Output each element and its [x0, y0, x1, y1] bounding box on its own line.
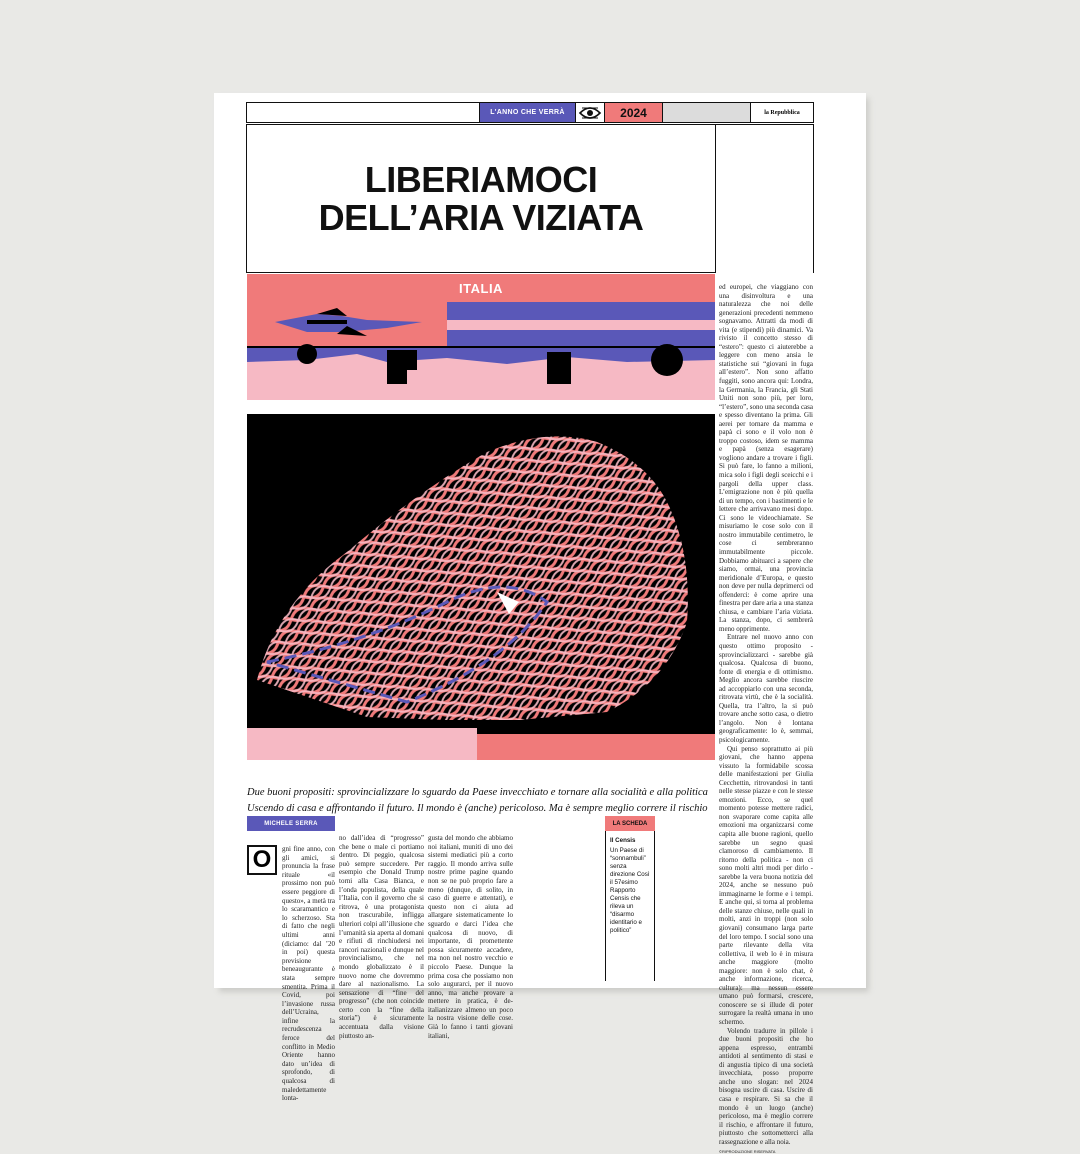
scheda-body: Un Paese di “sonnambuli” senza direzione Così il 57esimo Rapporto Censis che rileva un “disarmo identitario e politico” — [610, 847, 650, 934]
column-2: no dall’idea di “progresso” che bene o male ci portiamo dentro. Di peggio, qualcosa può sempre succedere. Per esempio che Donald Trump torni alla Casa Bianca, e l’onda populista, della quale l’Italia, con il governo che si ritrova, è una protagonista non trascurabile, infligga ulteriori colpi all’illusione che l’umanità sia aperta al domani e rifiuti di rinchiudersi nei rancori nazionali e dunque nel provincialismo, che nel mondo globalizzato è il nuovo nome che dovremmo dare al nazionalismo. La sensazione di “fine del progresso” (che non coincide certo con la “fine della storia”) è sicuramente accentuata dalla visione piuttosto an- — [339, 834, 424, 1040]
header-gray-block — [663, 103, 751, 122]
author-byline: MICHELE SERRA — [247, 816, 335, 831]
drop-cap: O — [247, 845, 277, 875]
scheda-header: LA SCHEDA — [605, 816, 655, 831]
right-column-p4: Volendo tradurre in pillole i due buoni propositi che ho appena espresso, entrambi antidoti al sentimento di stasi e di angustia tipico di una società invecchiata, posso proporre anche uno slogan: nel 2024 bisogna uscire di casa. Uscire di casa e respirare. Si sa che il mondo è un luogo (anche) pericoloso, ma è meglio correre il rischio, e affrontare il futuro, piuttosto che sottometterci alla rassegnazione e alla noia. — [719, 1026, 813, 1146]
headline-line-1: LIBERIAMOCI — [364, 158, 598, 200]
illustration-svg — [247, 302, 715, 760]
headline-box — [246, 124, 716, 273]
column-1-text: gni fine anno, con gli amici, si pronuncia la frase rituale «il prossimo non può essere peggiore di questo», a metà tra lo scaramantico e lo scherzoso. Sta di fatto che negli ultimi anni (diciamo: dal ’20 in poi) questa previsione beneaugurante è stata sempre smentita. Prima il Covid, poi l’invasione russa dell’Ucraina, infine la recrudescenza feroce del conflitto in Medio Oriente hanno dato un’idea di sprofondo, di qualcosa di maledettamente lonta- — [282, 845, 335, 1103]
copyright-note: ©RIPRODUZIONE RISERVATA — [719, 1149, 776, 1154]
column-3b — [517, 834, 602, 980]
right-column — [719, 283, 813, 1154]
scheda-title: Il Censis — [610, 837, 636, 844]
illustration — [247, 302, 715, 760]
section-label: ITALIA — [247, 274, 715, 302]
newspaper-brand: la Repubblica — [764, 109, 800, 116]
headline-line-2: DELL’ARIA VIZIATA — [318, 196, 644, 238]
scheda-box — [605, 831, 655, 981]
standfirst: Due buoni propositi: sprovincializzare lo sguardo da Paese invecchiato e tornare alla socialità e alla politica Uscendo di casa e affrontando il futuro. Il mondo è (anche) pericoloso. Ma è sempre meglio correre il rischio — [247, 787, 708, 814]
header-tag: L'ANNO CHE VERRÀ — [480, 103, 575, 122]
eye-icon — [575, 103, 605, 122]
right-column-p1: ed europei, che viaggiano con una disinvoltura e una naturalezza che noi delle generazioni precedenti nemmeno sognavamo. Attratti da modi di vita (e stipendi) più dinamici. Va rivisto il concetto stesso di “estero”: questo ci aiuterebbe a leggere con meno ansia le statistiche sui “giovani in fuga all’estero”. Non sono affatto fuggiti, sono ancora qui: Londra, la Germania, la Francia, gli Stati Uniti non sono più, per loro, “l’estero”, sono una seconda casa e spesso diventano la prima. Gli aerei per tornare da mamma e papà ci sono e il volo non è troppo costoso, idem se mamma e papà (senza esagerare) vogliono andare a trovare i figli. Si può fare, lo fanno a milioni, mica solo i figli degli sceicchi e i pargoli della upper class. L’emigrazione non è più quella di un tempo, con i bastimenti e le lettere che arrivavano mesi dopo. Ci sono le videochiamate. Se misuriamo le cose solo con il nostro immutabile centimetro, le cose ci sembreranno immutabilmente piccole. Dobbiamo abituarci a sapere che siamo, ormai, una provincia meridionale d’Europa, e questo non deve per nulla deprimerci od offenderci: è come aprire una finestra per dare aria a una stanza chiusa, e cambiare l’aria viziata. La stanza, dopo, ci sembrerà meno opprimente. — [719, 283, 813, 633]
header-blank — [247, 103, 480, 122]
newspaper-page — [214, 93, 866, 1154]
right-column-p2: Entrare nel nuovo anno con questo ottimo proposito - sprovincializzarci - sarebbe già qualcosa. Qualcosa di buono, fonte di energia e di ottimismo. Meglio ancora sarebbe riuscire ad accoppiarlo con una seconda, ritrovata virtù, che è la socialità. Quella, tra l’altro, la si può trovare anche sotto casa, o dietro l’angolo. Non è lontana geograficamente: lo è, semmai, psicologicamente. — [719, 633, 813, 744]
header-rule — [716, 124, 814, 273]
right-column-p3: Qui penso soprattutto ai più giovani, che hanno appena vissuto la formidabile scossa delle manifestazioni per Giulia Cecchettin, ritrovandosi in tanti nelle stesse piazze e con le stesse emozioni. Ecco, se quel momento potesse mettere radici, non svaporare come capita alle emozioni ma organizzarsi come capita alle buone ragioni, quello sarebbe un segno quasi clamoroso di cambiamento. Il ritorno della politica - non ci sono molti altri modi per dirlo - sarebbe la vera buona notizia del 2024, anche se nessuno può immaginarne le forme e i tempi. E anche qui, si torna al problema delle stanze chiuse, nelle quali in molti, anzi in troppi (non solo giovani) consumano larga parte del loro tempo. I social sono una parte rilevante della vita collettiva, il web lo è in misura anche maggiore (molto maggiore: non è solo chat, è anche informazione, ricerca, cultura): ma nessun essere umano può formarsi, crescere, conoscere se si illude di poter surrogare la realtà umana in uno schermo. — [719, 744, 813, 1027]
header-year: 2024 — [605, 103, 663, 122]
page-header-strip — [246, 102, 814, 123]
column-3: gusta del mondo che abbiamo noi italiani, muniti di uno dei sistemi mediatici più a corto raggio. Il mondo arriva sulle nostre prime pagine quando non se ne può proprio fare a meno (dunque, di solito, in caso di guerre e attentati), e questo non ci aiuta ad allargare sistematicamente lo sguardo e darci l’idea che qualcosa di nuovo, di importante, di promettente possa sicuramente accadere, ma non nel nostro vecchio e piccolo Paese. Dunque la prima cosa che possiamo non solo augurarci, per il nuovo anno, ma anche provare a mettere in pratica, è de-italianizzare almeno un poco la nostra visione delle cose. Già lo fanno i tanti giovani italiani, — [428, 834, 513, 1040]
headline — [318, 158, 644, 238]
column-1-intro — [282, 845, 335, 1103]
